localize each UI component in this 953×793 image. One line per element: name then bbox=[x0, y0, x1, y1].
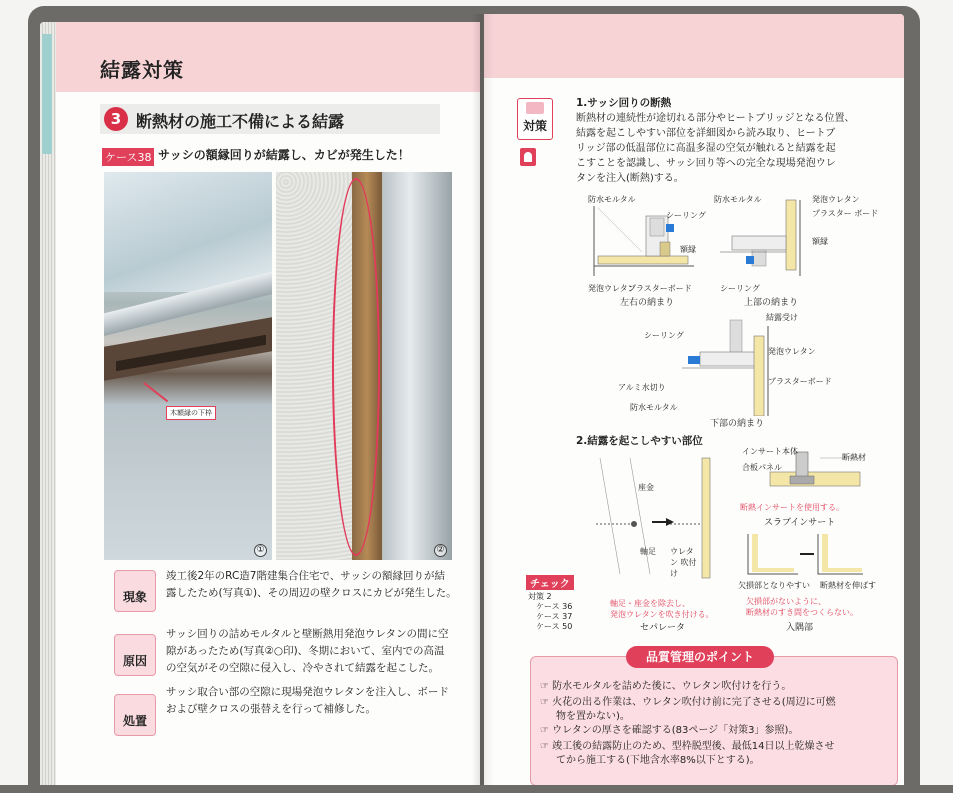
quality-item: ☞ ウレタンの厚さを確認する(83ページ「対策3」参照)。 bbox=[540, 725, 799, 736]
text-line: 結露を起こしやすい部位を詳細図から読み取り、ヒートブ bbox=[576, 128, 836, 139]
section-number: 3 bbox=[104, 107, 128, 131]
case-title: サッシの額縁回りが結露し、カビが発生した！ bbox=[158, 148, 410, 162]
d5-note: 断熱インサートを使用する。 bbox=[740, 503, 844, 512]
header-band bbox=[484, 14, 904, 78]
text-line: サッシ回りの詰めモルタルと壁断熱用発泡ウレタンの間に空 bbox=[166, 628, 449, 640]
d6-caption: 入隅部 bbox=[786, 623, 814, 633]
phenomenon-label: 現象 bbox=[122, 590, 147, 604]
d2-label: 額縁 bbox=[812, 237, 828, 246]
diagram-inside-corner bbox=[738, 530, 868, 582]
quality-item: 物を置かない)。 bbox=[556, 711, 630, 722]
d5-label: 合板パネル bbox=[742, 463, 782, 472]
d1-label: プラスターボード bbox=[628, 284, 692, 293]
quality-text: 竣工後の結露防止のため、型枠脱型後、最低14日以上乾燥させ bbox=[552, 741, 835, 752]
text-line: タンを注入(断熱)する。 bbox=[576, 173, 684, 184]
left-page bbox=[40, 22, 480, 793]
d3-label: プラスターボード bbox=[768, 377, 832, 386]
cause-label: 原因 bbox=[122, 654, 147, 668]
d1-label: 額縁 bbox=[680, 245, 696, 254]
quality-text: 防水モルタルを詰めた後に、ウレタン吹付けを行う。 bbox=[552, 681, 792, 692]
d3-caption: 下部の納まり bbox=[710, 419, 765, 429]
d1-caption: 左右の納まり bbox=[620, 298, 675, 308]
text-line: こすことを認識し、サッシ回り等への完全な現場発泡ウレ bbox=[576, 158, 836, 169]
d2-label: 防水モルタル bbox=[714, 195, 762, 204]
window-glass bbox=[104, 172, 272, 292]
note-line: 断熱材のすき間をつくらない。 bbox=[746, 608, 858, 617]
d3-label: アルミ水切り bbox=[618, 383, 666, 392]
quality-item: ☞ 防水モルタルを詰めた後に、ウレタン吹付けを行う。 bbox=[540, 681, 792, 692]
text-line: サッシ取合い部の空隙に現場発泡ウレタンを注入し、ボード bbox=[166, 686, 449, 698]
d3-label: 防水モルタル bbox=[630, 403, 678, 412]
d4-label: 座金 bbox=[638, 483, 654, 492]
chapter-title: 結露対策 bbox=[100, 58, 184, 82]
d6-note bbox=[746, 596, 858, 618]
quality-item: てから施工する(下地含水率8%以下とする)。 bbox=[556, 755, 760, 766]
d2-caption: 上部の納まり bbox=[744, 298, 799, 308]
quality-title: 品質管理のポイント bbox=[626, 646, 774, 668]
measure-label: 対策 bbox=[522, 119, 547, 133]
note-line: 欠損部がないように、 bbox=[746, 597, 826, 606]
d6-label: 断熱材を伸ばす bbox=[820, 581, 876, 590]
item2-title bbox=[576, 434, 703, 449]
d4-label: ウレタン 吹付け bbox=[670, 547, 697, 578]
d5-caption: スラブインサート bbox=[764, 518, 836, 528]
cause-icon bbox=[114, 634, 156, 676]
check-item: ケース 36 bbox=[536, 602, 573, 611]
section-title: 断熱材の施工不備による結露 bbox=[136, 112, 345, 131]
phenomenon-text bbox=[166, 568, 457, 602]
d4-caption: セパレータ bbox=[640, 623, 686, 633]
diagram-bottom-detail bbox=[676, 316, 776, 416]
quality-item: ☞ 火花の出る作業は、ウレタン吹付け前に完了させる(周辺に可燃 bbox=[540, 697, 836, 708]
check-item: ケース 50 bbox=[536, 622, 573, 631]
text-line: 露したため(写真①)、その周辺の壁クロスにカビが発生した。 bbox=[166, 587, 457, 599]
d5-label: 断熱材 bbox=[842, 453, 866, 462]
book-gutter bbox=[472, 14, 494, 793]
d2-label: プラスター ボード bbox=[812, 209, 879, 218]
check-list bbox=[528, 592, 572, 632]
quality-text: 火花の出る作業は、ウレタン吹付け前に完了させる(周辺に可燃 bbox=[552, 697, 836, 708]
highlight-ellipse bbox=[332, 178, 380, 556]
aluminum-sash bbox=[382, 172, 452, 560]
quality-item: ☞ 竣工後の結露防止のため、型枠脱型後、最低14日以上乾燥させ bbox=[540, 741, 835, 752]
check-item: ケース 37 bbox=[536, 612, 573, 621]
quality-text: ウレタンの厚さを確認する(83ページ「対策3」参照)。 bbox=[552, 725, 799, 736]
book-bottom bbox=[0, 785, 953, 793]
photo-2 bbox=[276, 172, 452, 560]
photo-callout: 木額縁の下枠 bbox=[166, 406, 216, 420]
d3-label: 結露受け bbox=[766, 313, 798, 322]
book-icon bbox=[526, 102, 544, 114]
note-line: 軸足・座金を除去し、 bbox=[610, 599, 690, 608]
item1-block bbox=[576, 96, 855, 186]
photo-number-1: ① bbox=[254, 544, 267, 557]
d3-label: 発泡ウレタン bbox=[768, 347, 816, 356]
phenomenon-icon bbox=[114, 570, 156, 612]
measure-icon bbox=[517, 98, 553, 140]
d1-label: 防水モルタル bbox=[588, 195, 636, 204]
photo-1 bbox=[104, 172, 272, 560]
d2-label: シーリング bbox=[720, 284, 760, 293]
check-item: 対策 2 bbox=[528, 592, 552, 601]
d5-label: インサート本体 bbox=[742, 447, 798, 456]
d6-label: 欠損部となりやすい bbox=[738, 581, 810, 590]
d2-label: 発泡ウレタン bbox=[812, 195, 860, 204]
d4-note bbox=[610, 598, 714, 620]
item2-heading: 2.結露を起こしやすい部位 bbox=[576, 435, 703, 447]
text-line: リッジ部の低温部位に高温多湿の空気が触れると結露を起 bbox=[576, 143, 836, 154]
text-line: 竣工後2年のRC造7階建集合住宅で、サッシの額縁回りが結 bbox=[166, 570, 446, 582]
cause-text bbox=[166, 626, 448, 677]
d3-label: シーリング bbox=[644, 331, 684, 340]
action-text bbox=[166, 684, 449, 718]
diagram-separator bbox=[590, 454, 720, 584]
text-line: および壁クロスの張替えを行って補修した。 bbox=[166, 703, 376, 715]
page-edges bbox=[40, 22, 56, 793]
action-label: 処置 bbox=[122, 714, 147, 728]
index-tab bbox=[42, 34, 52, 154]
text-line: の空気がその空隙に侵入し、冷やされて結露を起こした。 bbox=[166, 662, 439, 674]
diagram-top-detail bbox=[716, 196, 816, 286]
helmet-icon bbox=[520, 148, 536, 166]
check-tag: チェック bbox=[526, 575, 574, 590]
section-heading bbox=[100, 104, 440, 134]
text-line: 隙があったため(写真②○印)、冬期において、室内での高温 bbox=[166, 645, 445, 657]
d4-label: 軸足 bbox=[640, 547, 656, 556]
item1-title: 1.サッシ回りの断熱 bbox=[576, 97, 672, 109]
d1-label: 発泡ウレタン bbox=[588, 284, 636, 293]
photo-number-2: ② bbox=[434, 544, 447, 557]
text-line: 断熱材の連続性が途切れる部分やヒートブリッジとなる位置、 bbox=[576, 113, 855, 124]
d1-label: シーリング bbox=[666, 211, 706, 220]
note-line: 発泡ウレタンを吹き付ける。 bbox=[610, 610, 714, 619]
action-icon bbox=[114, 694, 156, 736]
case-tag: ケース38 bbox=[102, 148, 154, 166]
